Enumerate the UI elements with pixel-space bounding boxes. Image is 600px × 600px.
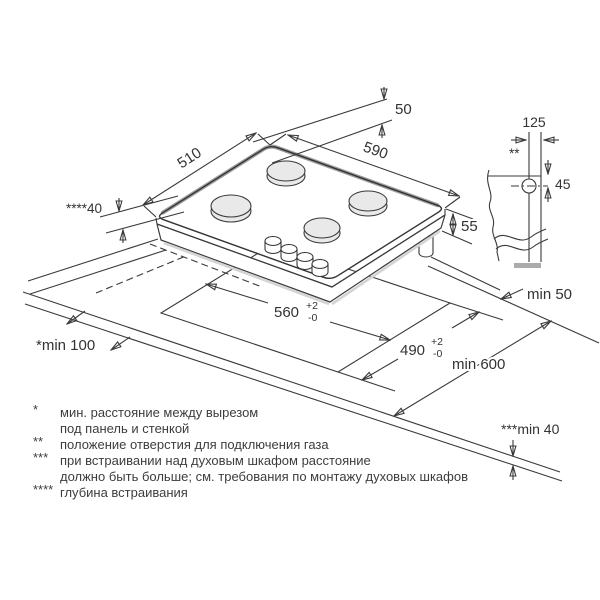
dim-490-line-b — [362, 359, 398, 380]
dim-hole-drop-label: 45 — [555, 176, 571, 192]
detail-base-bar — [514, 263, 541, 268]
dim-560-line-a — [206, 284, 268, 303]
hidden-edge-dashed-left — [96, 256, 186, 293]
footnote-mark-4: **** — [33, 482, 54, 497]
dim-counter-depth-label: min 600 — [452, 356, 506, 373]
footnote-text-1a: мин. расстояние между вырезом — [60, 405, 259, 420]
gas-hole-mark: ** — [509, 146, 520, 161]
dim-50-leader-a — [253, 99, 387, 142]
footnote-text-4: глубина встраивания — [60, 485, 188, 500]
dim-cutout-depth-label: 490 — [400, 342, 426, 359]
dim-min100-arrow-a — [67, 311, 85, 324]
cutout-depth-tol-plus: +2 — [431, 336, 443, 348]
dim-min100-arrow-b — [111, 337, 130, 350]
dim-590-ext-b — [445, 197, 460, 208]
dim-oven-clearance-label: ***min 40 — [501, 421, 560, 437]
dim-embed-depth-label: ****40 — [66, 201, 103, 216]
cutout-extension-line-right — [450, 303, 503, 320]
wall-line — [28, 239, 158, 281]
footnote-mark-3: *** — [33, 450, 49, 465]
footnote-text-1b: под панель и стенкой — [60, 421, 190, 436]
knob-2 — [281, 245, 297, 262]
dim-490-line-a — [452, 312, 479, 328]
dim-min50-leader — [501, 289, 523, 299]
burner-right — [349, 191, 387, 216]
footnote-text-2: положение отверстия для подключения газа — [60, 437, 329, 452]
pipe-bottom-line — [431, 257, 500, 290]
burner-back — [267, 161, 305, 186]
gas-hole-detail — [488, 114, 571, 268]
footnote-mark-1: * — [33, 402, 39, 417]
dim-560-line-b — [330, 322, 390, 340]
knob-4 — [312, 260, 328, 277]
footnote-mark-2: ** — [33, 434, 44, 449]
hob — [156, 147, 500, 304]
burner-front — [304, 218, 340, 243]
footnote-text-3b: должно быть больше; см. требования по монтажу духовых шкафов — [60, 469, 468, 484]
dim-side-clearance-label: min 50 — [527, 286, 573, 303]
dim-cutout-width-label: 560 — [274, 304, 300, 321]
cutout-extension-line-bottom — [338, 372, 395, 391]
knob-3 — [297, 253, 313, 270]
dim-hob-depth-label: 510 — [174, 144, 205, 173]
counter-back-edge-left — [30, 250, 166, 294]
burner-left — [211, 195, 251, 222]
footnotes — [33, 402, 468, 500]
dim-burner-offset-label: 50 — [395, 101, 412, 118]
footnote-text-3a: при встраивании над духовым шкафом расстояние — [60, 453, 371, 468]
dim-body-height-label: 55 — [461, 218, 478, 235]
detail-break-line-b — [496, 239, 548, 250]
detail-break-line-a — [494, 229, 546, 240]
dim-510-ext-a — [144, 206, 156, 217]
knob-1 — [265, 237, 281, 254]
cutout-width-tol-plus: +2 — [306, 300, 318, 312]
dim-hole-offset-label: 125 — [522, 114, 546, 130]
dim-hob-width-label: 590 — [360, 138, 391, 163]
dim-wall-clearance-label: *min 100 — [36, 337, 96, 354]
cutout-width-tol-minus: -0 — [308, 312, 318, 324]
cutout-depth-tol-minus: -0 — [433, 348, 443, 360]
